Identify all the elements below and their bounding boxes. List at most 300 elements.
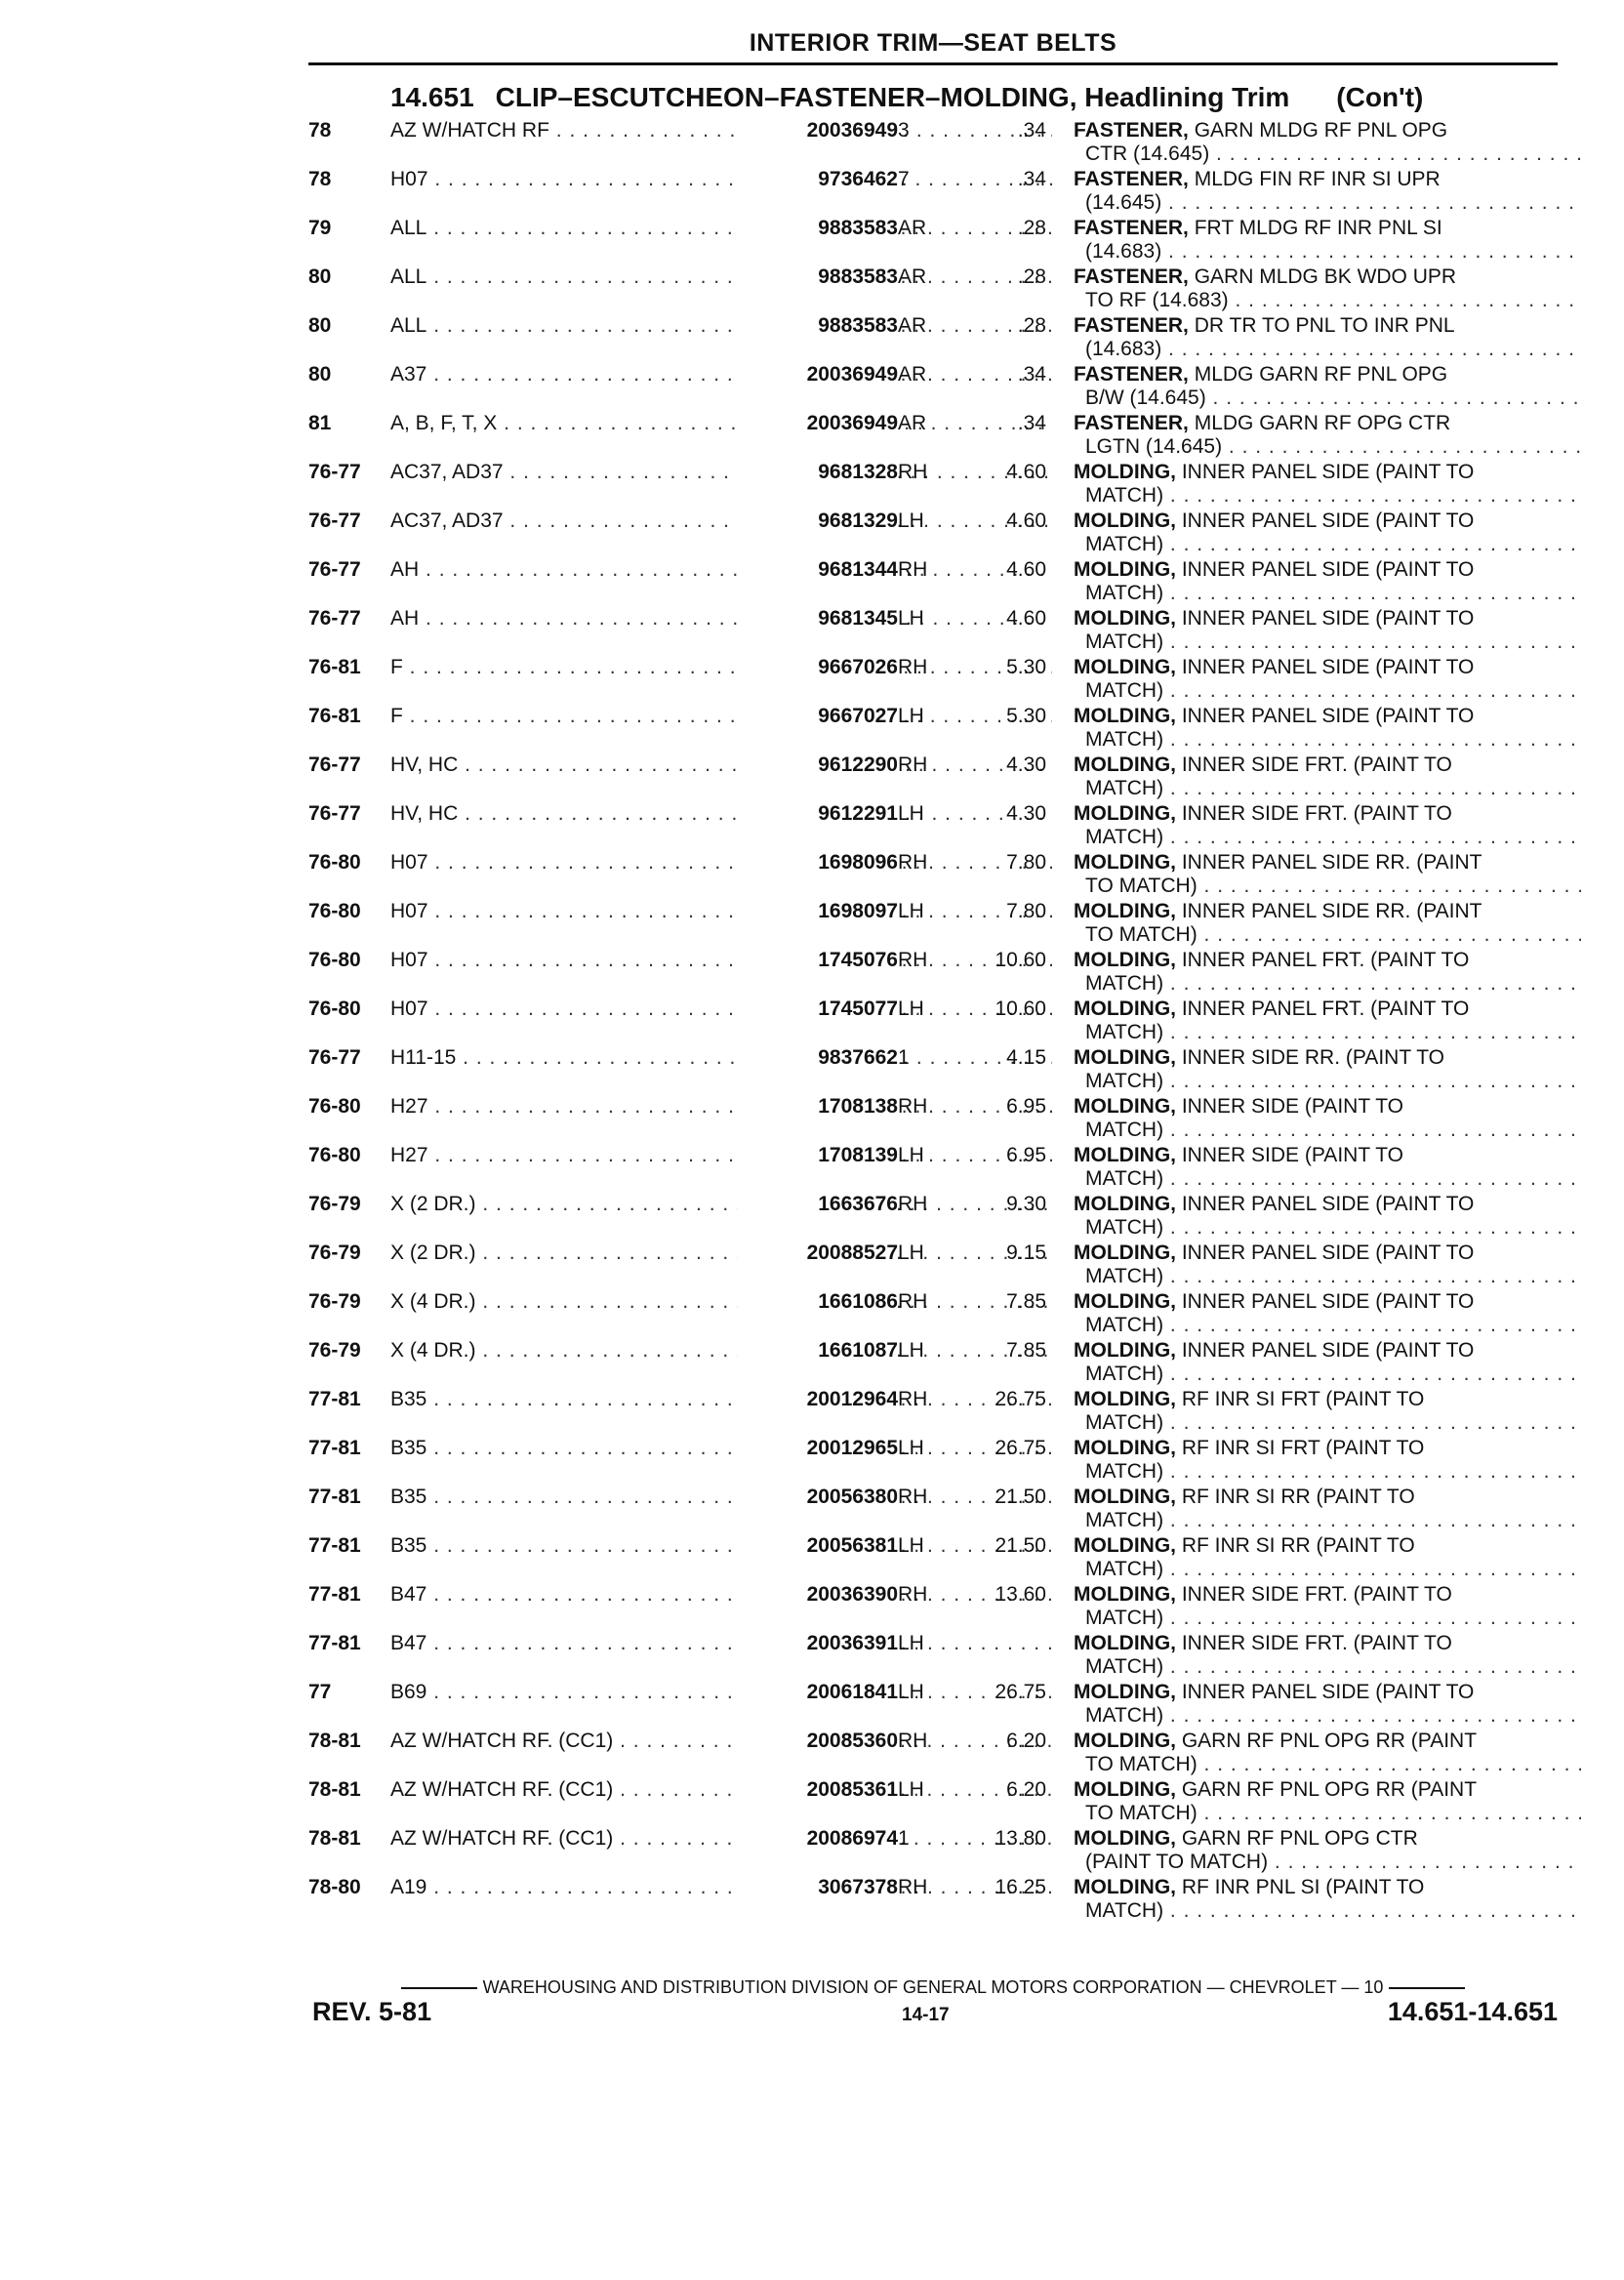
- description-line-1: [1074, 1534, 1581, 1558]
- price: 16.25: [995, 1876, 1046, 1898]
- year: 77-81: [308, 1583, 361, 1606]
- part-name: MOLDING,: [1074, 900, 1176, 922]
- price: 13.80: [995, 1827, 1046, 1850]
- table-row: [308, 359, 1567, 408]
- parts-list: [308, 115, 1567, 1921]
- description: [1074, 1632, 1581, 1679]
- description-line-1: [1074, 1632, 1581, 1655]
- price: 6.20: [1006, 1730, 1046, 1752]
- model: X (4 DR.) . . .: [390, 1290, 1052, 1314]
- quantity: RH: [898, 461, 928, 483]
- description-line-2: TO MATCH) . . .: [1074, 1753, 1581, 1776]
- description-line-2: MATCH) . . .: [1074, 1509, 1581, 1532]
- header-rule: [308, 62, 1558, 65]
- table-row: [308, 1286, 1567, 1335]
- description-line-2: MATCH) . . .: [1074, 1655, 1581, 1679]
- description-line-2: MATCH) . . .: [1074, 1460, 1581, 1484]
- section-range: 14.651-14.651: [1387, 1997, 1558, 2026]
- description-text: FRT MLDG RF INR PNL SI: [1194, 217, 1442, 239]
- description-line-2: MATCH) . . .: [1074, 1216, 1581, 1240]
- section-continued: (Con't): [1336, 82, 1424, 112]
- footer-rule-left: [401, 1987, 477, 1989]
- description-text: INNER PANEL SIDE RR. (PAINT: [1181, 851, 1482, 874]
- description: [1074, 1242, 1581, 1288]
- description: [1074, 900, 1581, 947]
- section-number: 14.651: [390, 82, 474, 112]
- table-row: [308, 1189, 1567, 1238]
- footer-division: [308, 1977, 1558, 1998]
- quantity: RH: [898, 1730, 928, 1752]
- description: [1074, 1486, 1581, 1532]
- part-number: 20012965: [738, 1437, 898, 1460]
- description-line-2: LGTN (14.645) . . .: [1074, 435, 1581, 459]
- description: [1074, 949, 1581, 996]
- year: 76-80: [308, 900, 361, 922]
- description-text: INNER SIDE FRT. (PAINT TO: [1181, 1583, 1452, 1606]
- quantity: AR: [898, 363, 927, 386]
- model: AH . . .: [390, 558, 1052, 582]
- model: AZ W/HATCH RF. (CC1) . . .: [390, 1827, 1052, 1851]
- table-row: [308, 1238, 1567, 1286]
- description: [1074, 1876, 1581, 1923]
- price: 6.20: [1006, 1778, 1046, 1801]
- price: 10.60: [995, 949, 1046, 971]
- description-line-1: [1074, 753, 1581, 777]
- description-line-2: MATCH) . . .: [1074, 777, 1581, 800]
- model: ALL . . .: [390, 314, 1052, 338]
- part-number: 9681344: [738, 558, 898, 582]
- description-line-1: [1074, 1437, 1581, 1460]
- quantity: LH: [898, 998, 924, 1020]
- description-line-2: MATCH) . . .: [1074, 1558, 1581, 1581]
- price: 21.50: [995, 1534, 1046, 1557]
- section-name: CLIP–ESCUTCHEON–FASTENER–MOLDING, Headlining Trim: [495, 82, 1290, 112]
- model: AZ W/HATCH RF . . .: [390, 119, 1052, 142]
- description: [1074, 1388, 1581, 1435]
- year: 76-80: [308, 1144, 361, 1166]
- description: [1074, 1583, 1581, 1630]
- part-number: 20085361: [738, 1778, 898, 1802]
- description-line-2: MATCH) . . .: [1074, 1070, 1581, 1093]
- part-name: FASTENER,: [1074, 314, 1189, 337]
- quantity: RH: [898, 558, 928, 581]
- model: X (4 DR.) . . .: [390, 1339, 1052, 1363]
- description-text: INNER PANEL SIDE (PAINT TO: [1181, 656, 1475, 678]
- model: B35 . . .: [390, 1534, 1052, 1558]
- part-number: 1698097: [738, 900, 898, 923]
- year: 76-77: [308, 461, 361, 483]
- quantity: RH: [898, 753, 928, 776]
- part-name: MOLDING,: [1074, 753, 1176, 776]
- quantity: LH: [898, 802, 924, 825]
- description: [1074, 1339, 1581, 1386]
- price: 10.60: [995, 998, 1046, 1020]
- part-name: MOLDING,: [1074, 998, 1176, 1020]
- quantity: AR: [898, 412, 927, 434]
- price: .28: [1017, 217, 1046, 239]
- part-number: 20056380: [738, 1486, 898, 1509]
- model: X (2 DR.) . . .: [390, 1242, 1052, 1265]
- description-text: MLDG GARN RF PNL OPG: [1194, 363, 1448, 386]
- table-row: [308, 213, 1567, 262]
- part-name: MOLDING,: [1074, 607, 1176, 630]
- description-line-2: (14.683) . . .: [1074, 240, 1581, 264]
- description-text: INNER SIDE (PAINT TO: [1181, 1095, 1403, 1118]
- quantity: RH: [898, 1583, 928, 1606]
- description: [1074, 607, 1581, 654]
- description-line-2: TO MATCH) . . .: [1074, 923, 1581, 947]
- description: [1074, 119, 1581, 166]
- description-line-2: TO RF (14.683) . . .: [1074, 289, 1581, 312]
- table-row: [308, 1482, 1567, 1530]
- model: H07 . . .: [390, 168, 1052, 191]
- year: 78-81: [308, 1827, 361, 1850]
- model: F . . .: [390, 705, 1052, 728]
- price: .34: [1017, 412, 1046, 434]
- description-text: INNER PANEL SIDE (PAINT TO: [1181, 461, 1475, 483]
- description-line-1: [1074, 1388, 1581, 1411]
- description: [1074, 1437, 1581, 1484]
- part-name: MOLDING,: [1074, 802, 1176, 825]
- description-text: INNER SIDE (PAINT TO: [1181, 1144, 1403, 1166]
- part-name: MOLDING,: [1074, 1876, 1176, 1898]
- description: [1074, 1193, 1581, 1240]
- table-row: [308, 1774, 1567, 1823]
- price: .28: [1017, 265, 1046, 288]
- quantity: RH: [898, 1193, 928, 1215]
- description: [1074, 1827, 1581, 1874]
- description-line-2: MATCH) . . .: [1074, 1265, 1581, 1288]
- table-row: [308, 457, 1567, 506]
- price: .34: [1017, 363, 1046, 386]
- model: AC37, AD37 . . .: [390, 461, 1052, 484]
- part-number: 20036949: [738, 119, 898, 142]
- description-line-2: MATCH) . . .: [1074, 484, 1581, 508]
- table-row: [308, 1677, 1567, 1726]
- part-name: MOLDING,: [1074, 1242, 1176, 1264]
- year: 80: [308, 363, 332, 386]
- price: 4.30: [1006, 802, 1046, 825]
- description-text: GARN RF PNL OPG CTR: [1181, 1827, 1418, 1850]
- description-text: RF INR SI FRT (PAINT TO: [1181, 1437, 1425, 1459]
- description-line-1: [1074, 558, 1581, 582]
- description-line-2: MATCH) . . .: [1074, 631, 1581, 654]
- part-name: MOLDING,: [1074, 656, 1176, 678]
- description-line-1: [1074, 461, 1581, 484]
- description-line-2: MATCH) . . .: [1074, 533, 1581, 556]
- description-line-1: [1074, 119, 1581, 142]
- quantity: LH: [898, 1437, 924, 1459]
- quantity: RH: [898, 1095, 928, 1118]
- year: 77-81: [308, 1486, 361, 1508]
- year: 76-79: [308, 1193, 361, 1215]
- description-text: INNER PANEL SIDE (PAINT TO: [1181, 1290, 1475, 1313]
- description-line-1: [1074, 509, 1581, 533]
- part-number: 9837662: [738, 1046, 898, 1070]
- quantity: LH: [898, 1144, 924, 1166]
- quantity: LH: [898, 1534, 924, 1557]
- description-text: GARN MLDG RF PNL OPG: [1194, 119, 1448, 142]
- year: 80: [308, 314, 332, 337]
- model: H07 . . .: [390, 998, 1052, 1021]
- year: 76-77: [308, 802, 361, 825]
- price: 7.85: [1006, 1290, 1046, 1313]
- year: 76-79: [308, 1242, 361, 1264]
- description-line-1: [1074, 851, 1581, 875]
- price: 26.75: [995, 1388, 1046, 1410]
- part-number: 1745076: [738, 949, 898, 972]
- quantity: RH: [898, 851, 928, 874]
- description: [1074, 1046, 1581, 1093]
- description-text: MLDG GARN RF OPG CTR: [1194, 412, 1451, 434]
- section-title: [390, 82, 1423, 113]
- year: 76-80: [308, 949, 361, 971]
- part-number: 9667027: [738, 705, 898, 728]
- part-name: MOLDING,: [1074, 1095, 1176, 1118]
- quantity: LH: [898, 1632, 924, 1654]
- description: [1074, 217, 1581, 264]
- description-line-1: [1074, 1339, 1581, 1363]
- year: 78-80: [308, 1876, 361, 1898]
- description-text: INNER PANEL SIDE (PAINT TO: [1181, 1339, 1475, 1362]
- quantity: AR: [898, 265, 927, 288]
- part-number: 20036390: [738, 1583, 898, 1607]
- quantity: LH: [898, 705, 924, 727]
- price: 26.75: [995, 1681, 1046, 1703]
- part-number: 9612290: [738, 753, 898, 777]
- description-text: INNER PANEL SIDE (PAINT TO: [1181, 1681, 1475, 1703]
- year: 76-77: [308, 753, 361, 776]
- year: 77-81: [308, 1388, 361, 1410]
- model: A19 . . .: [390, 1876, 1052, 1899]
- year: 76-81: [308, 656, 361, 678]
- description-text: INNER PANEL SIDE (PAINT TO: [1181, 607, 1475, 630]
- page-number: 14-17: [902, 2005, 950, 2025]
- description-text: INNER SIDE FRT. (PAINT TO: [1181, 802, 1452, 825]
- year: 76-77: [308, 1046, 361, 1069]
- part-number: 1708138: [738, 1095, 898, 1119]
- part-number: 1745077: [738, 998, 898, 1021]
- part-name: MOLDING,: [1074, 949, 1176, 971]
- description: [1074, 509, 1581, 556]
- part-number: 20086974: [738, 1827, 898, 1851]
- part-number: 20012964: [738, 1388, 898, 1411]
- description-text: INNER PANEL FRT. (PAINT TO: [1181, 998, 1470, 1020]
- description: [1074, 412, 1581, 459]
- table-row: [308, 310, 1567, 359]
- model: H27 . . .: [390, 1144, 1052, 1167]
- part-number: 9667026: [738, 656, 898, 679]
- model: B69 . . .: [390, 1681, 1052, 1704]
- part-name: MOLDING,: [1074, 1583, 1176, 1606]
- table-row: [308, 1628, 1567, 1677]
- description-line-1: [1074, 1681, 1581, 1704]
- quantity: LH: [898, 1681, 924, 1703]
- model: AH . . .: [390, 607, 1052, 631]
- description: [1074, 1730, 1581, 1776]
- description-line-2: TO MATCH) . . .: [1074, 875, 1581, 898]
- model: B35 . . .: [390, 1388, 1052, 1411]
- price: 7.85: [1006, 1339, 1046, 1362]
- description-text: RF INR SI RR (PAINT TO: [1181, 1534, 1415, 1557]
- table-row: [308, 1335, 1567, 1384]
- table-row: [308, 1579, 1567, 1628]
- model: HV, HC . . .: [390, 753, 1052, 777]
- description-line-1: [1074, 1876, 1581, 1899]
- price: 6.95: [1006, 1095, 1046, 1118]
- quantity: 7: [898, 168, 910, 190]
- table-row: [308, 847, 1567, 896]
- model: AZ W/HATCH RF. (CC1) . . .: [390, 1778, 1052, 1802]
- part-number: 9681345: [738, 607, 898, 631]
- part-number: 9681329: [738, 509, 898, 533]
- description-line-1: [1074, 265, 1581, 289]
- quantity: RH: [898, 656, 928, 678]
- part-name: MOLDING,: [1074, 1486, 1176, 1508]
- model: F . . .: [390, 656, 1052, 679]
- quantity: LH: [898, 1242, 924, 1264]
- description-text: INNER SIDE FRT. (PAINT TO: [1181, 753, 1452, 776]
- model: B47 . . .: [390, 1583, 1052, 1607]
- model: H27 . . .: [390, 1095, 1052, 1119]
- table-row: [308, 1140, 1567, 1189]
- quantity: RH: [898, 1290, 928, 1313]
- description: [1074, 363, 1581, 410]
- part-number: 20061841: [738, 1681, 898, 1704]
- part-name: MOLDING,: [1074, 1730, 1176, 1752]
- quantity: AR: [898, 314, 927, 337]
- description-line-1: [1074, 314, 1581, 338]
- model: X (2 DR.) . . .: [390, 1193, 1052, 1216]
- price: 5.30: [1006, 656, 1046, 678]
- part-name: MOLDING,: [1074, 851, 1176, 874]
- part-name: MOLDING,: [1074, 1534, 1176, 1557]
- table-row: [308, 750, 1567, 798]
- description-line-1: [1074, 998, 1581, 1021]
- description-line-1: [1074, 1193, 1581, 1216]
- table-row: [308, 603, 1567, 652]
- part-name: MOLDING,: [1074, 1827, 1176, 1850]
- model: ALL . . .: [390, 217, 1052, 240]
- quantity: RH: [898, 1388, 928, 1410]
- part-name: MOLDING,: [1074, 461, 1176, 483]
- part-number: 9612291: [738, 802, 898, 826]
- description-text: INNER PANEL SIDE (PAINT TO: [1181, 558, 1475, 581]
- part-number: 20088527: [738, 1242, 898, 1265]
- year: 76-80: [308, 998, 361, 1020]
- part-number: 20056381: [738, 1534, 898, 1558]
- description-line-2: MATCH) . . .: [1074, 972, 1581, 996]
- table-row: [308, 652, 1567, 701]
- year: 76-79: [308, 1339, 361, 1362]
- part-number: 20036949: [738, 363, 898, 387]
- price: 4.30: [1006, 753, 1046, 776]
- part-number: 20085360: [738, 1730, 898, 1753]
- table-row: [308, 1872, 1567, 1921]
- description-text: INNER PANEL SIDE (PAINT TO: [1181, 705, 1475, 727]
- description: [1074, 998, 1581, 1044]
- description-text: GARN RF PNL OPG RR (PAINT: [1181, 1778, 1478, 1801]
- quantity: RH: [898, 1876, 928, 1898]
- description-line-1: [1074, 802, 1581, 826]
- description-line-2: MATCH) . . .: [1074, 1704, 1581, 1728]
- price: 6.95: [1006, 1144, 1046, 1166]
- part-name: MOLDING,: [1074, 1193, 1176, 1215]
- part-number: 3067378: [738, 1876, 898, 1899]
- part-name: MOLDING,: [1074, 509, 1176, 532]
- part-name: MOLDING,: [1074, 1778, 1176, 1801]
- description-text: GARN MLDG BK WDO UPR: [1194, 265, 1457, 288]
- description: [1074, 851, 1581, 898]
- part-name: MOLDING,: [1074, 1046, 1176, 1069]
- table-row: [308, 1091, 1567, 1140]
- table-row: [308, 164, 1567, 213]
- description-line-1: [1074, 1827, 1581, 1851]
- model: B35 . . .: [390, 1486, 1052, 1509]
- description: [1074, 1778, 1581, 1825]
- price: 13.60: [995, 1583, 1046, 1606]
- description-text: INNER PANEL FRT. (PAINT TO: [1181, 949, 1470, 971]
- price: 4.60: [1006, 461, 1046, 483]
- description-text: RF INR PNL SI (PAINT TO: [1181, 1876, 1425, 1898]
- year: 77: [308, 1681, 332, 1703]
- part-number: 9883583: [738, 314, 898, 338]
- quantity: 1: [898, 1827, 910, 1850]
- description-line-1: [1074, 1290, 1581, 1314]
- quantity: LH: [898, 607, 924, 630]
- description-line-1: [1074, 412, 1581, 435]
- description-line-1: [1074, 217, 1581, 240]
- description-line-2: MATCH) . . .: [1074, 826, 1581, 849]
- table-row: [308, 1384, 1567, 1433]
- year: 76-77: [308, 509, 361, 532]
- description: [1074, 314, 1581, 361]
- description-line-1: [1074, 1730, 1581, 1753]
- year: 76-77: [308, 558, 361, 581]
- description: [1074, 265, 1581, 312]
- part-name: MOLDING,: [1074, 1437, 1176, 1459]
- part-name: MOLDING,: [1074, 1632, 1176, 1654]
- description: [1074, 1144, 1581, 1191]
- part-number: 20036391: [738, 1632, 898, 1655]
- price: 7.80: [1006, 851, 1046, 874]
- model: A, B, F, T, X . . .: [390, 412, 1052, 435]
- description-line-2: CTR (14.645) . . .: [1074, 142, 1581, 166]
- price: 26.75: [995, 1437, 1046, 1459]
- quantity: AR: [898, 217, 927, 239]
- year: 77-81: [308, 1632, 361, 1654]
- year: 76-79: [308, 1290, 361, 1313]
- description-line-1: [1074, 900, 1581, 923]
- part-name: FASTENER,: [1074, 363, 1189, 386]
- description-line-2: MATCH) . . .: [1074, 1607, 1581, 1630]
- description-line-2: MATCH) . . .: [1074, 582, 1581, 605]
- price: 4.15: [1006, 1046, 1046, 1069]
- description-line-2: MATCH) . . .: [1074, 1167, 1581, 1191]
- model: H07 . . .: [390, 851, 1052, 875]
- year: 76-81: [308, 705, 361, 727]
- table-row: [308, 1433, 1567, 1482]
- part-name: FASTENER,: [1074, 217, 1189, 239]
- description-line-2: (14.645) . . .: [1074, 191, 1581, 215]
- part-number: 1661086: [738, 1290, 898, 1314]
- part-number: 20036949: [738, 412, 898, 435]
- quantity: 1: [898, 1046, 910, 1069]
- quantity: LH: [898, 1778, 924, 1801]
- description-line-1: [1074, 656, 1581, 679]
- description: [1074, 753, 1581, 800]
- description-text: GARN RF PNL OPG RR (PAINT: [1181, 1730, 1478, 1752]
